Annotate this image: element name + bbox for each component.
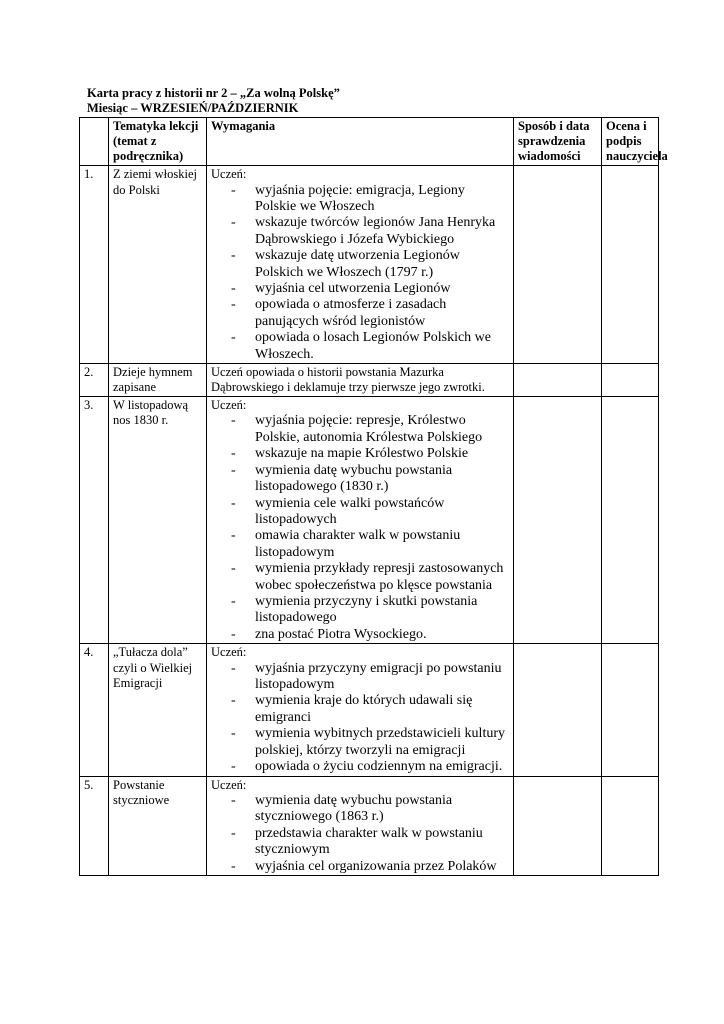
list-item: - opowiada o życiu codziennym na emigracji. [211, 759, 509, 775]
requirements-intro: Uczeń: [211, 645, 247, 660]
list-item: - przedstawia charakter walk w powstaniu styczniowym [211, 826, 509, 859]
table-row [80, 363, 659, 396]
row-requirements: Uczeń opowiada o historii powstania Mazurka Dąbrowskiego i deklamuje trzy pierwsze jego zwrotki. [207, 363, 514, 396]
table-row [80, 644, 659, 776]
row-number: 4. [80, 644, 109, 776]
row-check-cell [514, 644, 602, 776]
list-item: - wskazuje twórców legionów Jana Henryka Dąbrowskiego i Józefa Wybickiego [211, 215, 509, 248]
list-item: - omawia charakter walk w powstaniu listopadowym [211, 528, 509, 561]
row-grade-cell [602, 644, 659, 776]
requirements-list [211, 793, 509, 875]
requirements-intro: Uczeń: [211, 167, 247, 181]
row-topic: Z ziemi włoskiej do Polski [109, 166, 207, 364]
list-item: - wymienia wybitnych przedstawicieli kultury polskiej, którzy tworzyli na emigracji [211, 726, 509, 759]
requirements-intro: Uczeń: [211, 397, 247, 412]
row-topic: Powstanie styczniowe [109, 776, 207, 876]
requirements-list [211, 183, 509, 363]
column-header-grade: Ocena i podpis nauczyciela [602, 118, 659, 166]
column-header-check: Sposób i data sprawdzenia wiadomości [514, 118, 602, 166]
requirements-list [211, 413, 509, 643]
list-item: - wymienia cele walki powstańców listopadowych [211, 496, 509, 529]
row-number: 5. [80, 776, 109, 876]
column-header-topic: Tematyka lekcji (temat z podręcznika) [109, 118, 207, 166]
list-item: - wymienia przyczyny i skutki powstania listopadowego [211, 594, 509, 627]
row-grade-cell [602, 776, 659, 876]
row-check-cell [514, 396, 602, 643]
column-header-number [80, 118, 109, 166]
table-row [80, 776, 659, 876]
row-number: 3. [80, 396, 109, 643]
row-grade-cell [602, 396, 659, 643]
row-topic: W listopadową nos 1830 r. [109, 396, 207, 643]
row-requirements [207, 166, 514, 364]
row-number: 1. [80, 166, 109, 364]
row-grade-cell [602, 363, 659, 396]
list-item: - wyjaśnia pojęcie: represje, Królestwo Polskie, autonomia Królestwa Polskiego [211, 413, 509, 446]
list-item: - wyjaśnia przyczyny emigracji po powstaniu listopadowym [211, 661, 509, 694]
table-row [80, 166, 659, 364]
table-header-row [80, 118, 659, 166]
row-requirements [207, 644, 514, 776]
list-item: - opowiada o losach Legionów Polskich we Włoszech. [211, 330, 509, 363]
list-item: - wymienia przykłady represji zastosowanych wobec społeczeństwa po klęsce powstania [211, 561, 509, 594]
requirements-table [79, 117, 668, 876]
worksheet-title: Karta pracy z historii nr 2 – „Za wolną Polskę” [87, 86, 340, 100]
row-topic: Dzieje hymnem zapisane [109, 363, 207, 396]
list-item: - wyjaśnia cel organizowania przez Polaków [211, 859, 509, 875]
row-number: 2. [80, 363, 109, 396]
list-item: - opowiada o atmosferze i zasadach panujących wśród legionistów [211, 297, 509, 330]
requirements-list [211, 661, 509, 776]
list-item: - wymienia datę wybuchu powstania listopadowego (1830 r.) [211, 463, 509, 496]
list-item: - wskazuje na mapie Królestwo Polskie [211, 446, 509, 462]
row-grade-cell [602, 166, 659, 364]
row-requirements [207, 776, 514, 876]
row-check-cell [514, 166, 602, 364]
row-check-cell [514, 776, 602, 876]
row-check-cell [514, 363, 602, 396]
row-requirements [207, 396, 514, 643]
list-item: - wyjaśnia pojęcie: emigracja, Legiony Polskie we Włoszech [211, 183, 509, 216]
list-item: - wymienia datę wybuchu powstania styczniowego (1863 r.) [211, 793, 509, 826]
requirements-intro: Uczeń: [211, 777, 247, 792]
row-topic: „Tułacza dola” czyli o Wielkiej Emigracji [109, 644, 207, 776]
list-item: - wymienia kraje do których udawali się emigranci [211, 693, 509, 726]
column-header-requirements: Wymagania [207, 118, 514, 166]
list-item: - wyjaśnia cel utworzenia Legionów [211, 281, 509, 297]
worksheet-month: Miesiąc – WRZESIEŃ/PAŹDZIERNIK [87, 101, 299, 115]
list-item: - zna postać Piotra Wysockiego. [211, 627, 509, 643]
list-item: - wskazuje datę utworzenia Legionów Polskich we Włoszech (1797 r.) [211, 248, 509, 281]
table-row [80, 396, 659, 643]
